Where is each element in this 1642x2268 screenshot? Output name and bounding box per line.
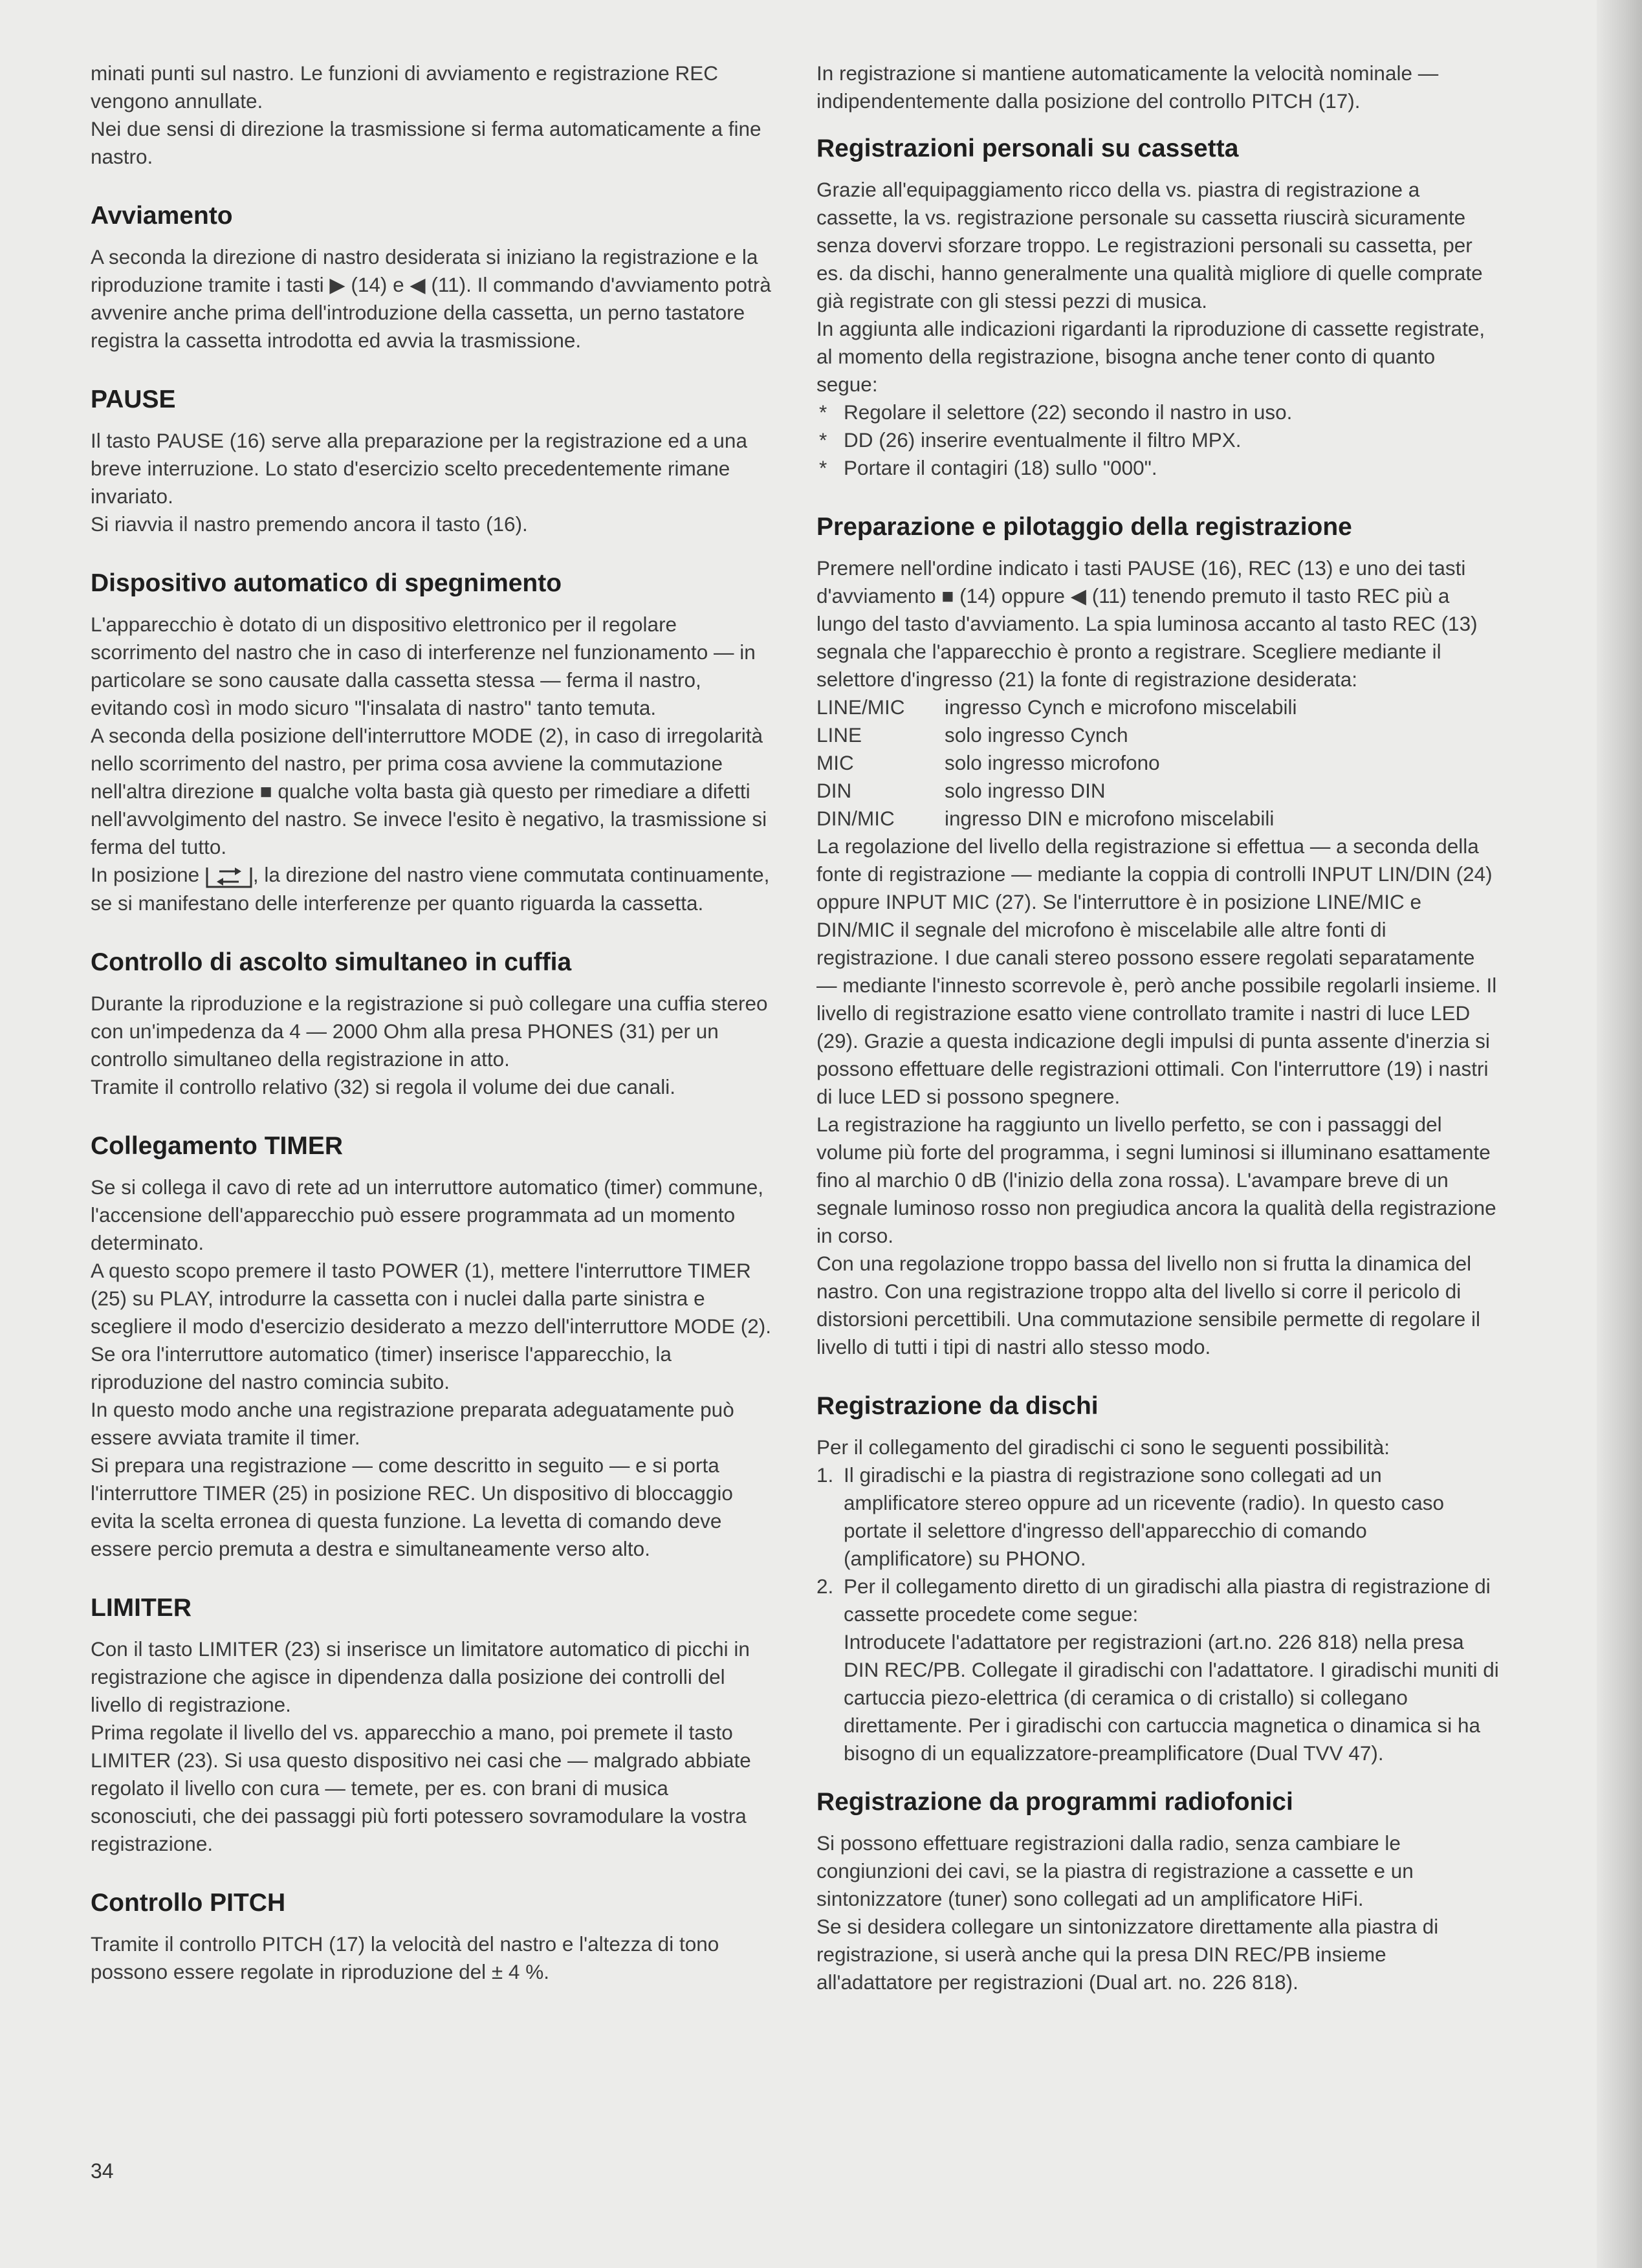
list-text: Introducete l'adattatore per registrazioni (art.no. 226 818) nella presa DIN REC/PB. Collegate il giradischi con l'adattatore. I giradischi muniti di cartuccia piezo-elettrica (di ceramica o di cristallo) si collegano direttamente. Per i giradischi con cartuccia magnetica o dinamica si ha bisogno di un equalizzatore-preamplificatore (Dual TVV 47). — [844, 1630, 1499, 1765]
heading-limiter: LIMITER — [91, 1593, 192, 1622]
input-source-table — [816, 693, 1499, 833]
table-row — [816, 721, 1499, 749]
paragraph: Se si desidera collegare un sintonizzatore direttamente alla piastra di registrazione, si userà anche qui la presa DIN REC/PB insieme all'adattatore per registrazioni (Dual art. no. 226 818). — [816, 1915, 1439, 1994]
left-column — [91, 60, 773, 1986]
source-key: DIN — [816, 779, 852, 802]
continuous-reverse-icon — [205, 864, 253, 889]
paragraph: Durante la riproduzione e la registrazione si può collegare una cuffia stereo con un'impedenza da 4 — 2000 Ohm alla presa PHONES (31) per un controllo simultaneo della registrazione in atto. — [91, 991, 768, 1071]
heading-avviamento: Avviamento — [91, 202, 233, 230]
numbered-list — [816, 1461, 1499, 1767]
source-key: MIC — [816, 751, 854, 774]
heading-personali: Registrazioni personali su cassetta — [816, 135, 1239, 162]
list-item: * Regolare il selettore (22) secondo il nastro in uso. — [816, 398, 1499, 426]
paragraph: Prima regolate il livello del vs. apparecchio a mano, poi premete il tasto LIMITER (23). Si usa questo dispositivo nei casi che — malgrado abbiate regolato il livello con cura — temete, per es. con brani di musica sconosciuti, che dei passaggi più forti potessero sovramodulare la vostra registrazione. — [91, 1720, 751, 1855]
paragraph: Si prepara una registrazione — come descritto in seguito — e si porta l'interruttore TIMER (25) in posizione REC. Un dispositivo di bloccaggio evita la scelta erronea di questa funzione. La levetta di comando deve essere percio premuta a destra e simultaneamente verso alto. — [91, 1453, 733, 1560]
paragraph: Tramite il controllo relativo (32) si regola il volume dei due canali. — [91, 1074, 675, 1098]
heading-pause: PAUSE — [91, 386, 176, 413]
list-number: 2. — [816, 1575, 834, 1598]
list-text: Il giradischi e la piastra di registrazione sono collegati ad un amplificatore stereo oppure ad un ricevente (radio). In questo caso portate il selettore d'ingresso dell'apparecchio di comando (amplificatore) su PHONO. — [844, 1463, 1445, 1570]
source-key: LINE — [816, 723, 862, 747]
heading-timer: Collegamento TIMER — [91, 1131, 344, 1160]
page-number: 34 — [91, 2159, 114, 2183]
source-value: solo ingresso DIN — [945, 779, 1106, 802]
paragraph: L'apparecchio è dotato di un dispositivo elettronico per il regolare scorrimento del nastro che in caso di interferenze nel funzionamento — in particolare se sono causate dalla cassetta stessa — ferma il nastro, evitando così in modo sicuro "l'insalata di nastro" tanto temuta. — [91, 613, 756, 719]
heading-radio: Registrazione da programmi radiofonici — [816, 1788, 1293, 1816]
paragraph: Grazie all'equipaggiamento ricco della vs. piastra di registrazione a cassette, la vs. registrazione personale su cassetta riuscirà sicuramente senza dovervi sforzare troppo. Le registrazioni personali su cassetta, per es. da dischi, hanno generalmente una qualità migliore di quelle comprate già registrate con gli stessi pezzi di musica. — [816, 178, 1483, 312]
bullet-list — [816, 398, 1499, 482]
source-value: ingresso DIN e microfono miscelabili — [945, 807, 1275, 830]
table-row — [816, 749, 1499, 777]
paragraph: A seconda della posizione dell'interruttore MODE (2), in caso di irregolarità nello scorrimento del nastro, per prima cosa avviene la commutazione nell'altra direzione ■ qualche volta basta già questo per rimediare a difetti nell'avvolgimento del nastro. Se invece l'esito è negativo, la trasmissione si ferma del tutto. — [91, 724, 767, 858]
paragraph: Tramite il controllo PITCH (17) la velocità del nastro e l'altezza di tono possono essere regolate in riproduzione del ± 4 %. — [91, 1932, 719, 1983]
paragraph: In aggiunta alle indicazioni rigardanti la riproduzione di cassette registrate, al momento della registrazione, bisogna anche tener conto di quanto segue: — [816, 317, 1485, 396]
right-column — [816, 60, 1499, 1996]
paragraph — [91, 861, 773, 917]
heading-preparazione: Preparazione e pilotaggio della registrazione — [816, 513, 1352, 541]
source-key: LINE/MIC — [816, 695, 905, 719]
list-item — [816, 1573, 1499, 1767]
paragraph: A seconda la direzione di nastro desiderata si iniziano la registrazione e la riproduzione tramite i tasti ▶ (14) e ◀ (11). Il commando d'avviamento potrà avvenire anche prima dell'introduzione della cassetta, un perno tastatore registra la cassetta introdotta ed avvia la trasmissione. — [91, 245, 771, 352]
paragraph: La regolazione del livello della registrazione si effettua — a seconda della fonte di registrazione — mediante la coppia di controlli INPUT LIN/DIN (24) oppure INPUT MIC (27). Se l'interruttore è in posizione LINE/MIC e DIN/MIC il segnale del microfono è miscelabile alle altre fonti di registrazione. I due canali stereo possono essere regolati separatamente — mediante l'innesto scorrevole è, però anche possibile regolarli insieme. Il livello di registrazione esatto viene controllato tramite i nastri di luce LED (29). Grazie a questa indicazione degli impulsi di punta assente d'inerzia si possono effettuare delle registrazioni ottimali. Con l'interruttore (19) i nastri di luce LED si possono spegnere. — [816, 834, 1497, 1108]
paragraph: Premere nell'ordine indicato i tasti PAUSE (16), REC (13) e uno dei tasti d'avviamento ■ (14) oppure ◀ (11) tenendo premuto il tasto REC più a lungo del tasto d'avviamento. La spia luminosa accanto al tasto REC (13) segnala che l'apparecchio è pronto a registrare. Scegliere mediante il selettore d'ingresso (21) la fonte di registrazione desiderata: — [816, 556, 1478, 691]
table-row — [816, 805, 1499, 833]
paragraph: minati punti sul nastro. Le funzioni di avviamento e registrazione REC vengono annullate. — [91, 61, 718, 113]
paragraph: Con una regolazione troppo bassa del livello non si frutta la dinamica del nastro. Con una registrazione troppo alta del livello si corre il pericolo di distorsioni percettibili. Una commutazione sensibile permette di regolare il livello di tutti i tipi di nastri allo stesso modo. — [816, 1252, 1480, 1358]
text: , la direzione del nastro viene commutata continuamente, se si manifestano delle interferenze per quanto riguarda la cassetta. — [91, 863, 770, 915]
list-text: Per il collegamento diretto di un giradischi alla piastra di registrazione di cassette procedete come segue: — [844, 1575, 1491, 1626]
heading-dispositivo: Dispositivo automatico di spegnimento — [91, 569, 562, 597]
paragraph: La registrazione ha raggiunto un livello perfetto, se con i passaggi del volume più forte del programma, i segni luminosi si illuminano esattamente fino al marchio 0 dB (l'inizio della zona rossa). L'avampare breve di un segnale luminoso rosso non pregiudica ancora la qualità della registrazione in corso. — [816, 1113, 1496, 1247]
paragraph: Per il collegamento del giradischi ci sono le seguenti possibilità: — [816, 1435, 1390, 1459]
heading-cuffia: Controllo di ascolto simultaneo in cuffia — [91, 948, 572, 976]
list-number: 1. — [816, 1463, 834, 1487]
source-value: ingresso Cynch e microfono miscelabili — [945, 695, 1297, 719]
paragraph: Il tasto PAUSE (16) serve alla preparazione per la registrazione ed a una breve interruzione. Lo stato d'esercizio scelto precedentemente rimane invariato. — [91, 429, 747, 508]
paragraph: Nei due sensi di direzione la trasmissione si ferma automaticamente a fine nastro. — [91, 117, 761, 168]
list-item — [816, 1461, 1499, 1573]
page-edge-shadow — [1597, 0, 1642, 2268]
table-row — [816, 777, 1499, 805]
paragraph: In questo modo anche una registrazione preparata adeguatamente può essere avviata tramite il timer. — [91, 1397, 734, 1449]
paragraph: Con il tasto LIMITER (23) si inserisce un limitatore automatico di picchi in registrazione che agisce in dipendenza dalla posizione dei controlli del livello di registrazione. — [91, 1637, 750, 1716]
list-item: * DD (26) inserire eventualmente il filtro MPX. — [816, 426, 1499, 454]
heading-pitch: Controllo PITCH — [91, 1888, 286, 1917]
paragraph: In registrazione si mantiene automaticamente la velocità nominale — indipendentemente dalla posizione del controllo PITCH (17). — [816, 61, 1439, 113]
paragraph: Si riavvia il nastro premendo ancora il tasto (16). — [91, 512, 528, 536]
paragraph: Si possono effettuare registrazioni dalla radio, senza cambiare le congiunzioni dei cavi, se la piastra di registrazione a cassette e un sintonizzatore (tuner) sono collegati ad un amplificatore HiFi. — [816, 1831, 1414, 1910]
source-key: DIN/MIC — [816, 807, 895, 830]
paragraph: A questo scopo premere il tasto POWER (1), mettere l'interruttore TIMER (25) su PLAY, introdurre la cassetta con i nuclei dalla parte sinistra e scegliere il modo d'esercizio desiderato a mezzo dell'interruttore MODE (2). Se ora l'interruttore automatico (timer) inserisce l'apparecchio, la riproduzione del nastro comincia subito. — [91, 1258, 771, 1393]
heading-dischi: Registrazione da dischi — [816, 1392, 1099, 1420]
paragraph: Se si collega il cavo di rete ad un interruttore automatico (timer) commune, l'accensione dell'apparecchio può essere programmata ad un momento determinato. — [91, 1175, 763, 1254]
text: In posizione — [91, 863, 200, 886]
source-value: solo ingresso microfono — [945, 751, 1160, 774]
list-item: * Portare il contagiri (18) sullo "000". — [816, 454, 1499, 482]
source-value: solo ingresso Cynch — [945, 723, 1128, 747]
table-row — [816, 693, 1499, 721]
